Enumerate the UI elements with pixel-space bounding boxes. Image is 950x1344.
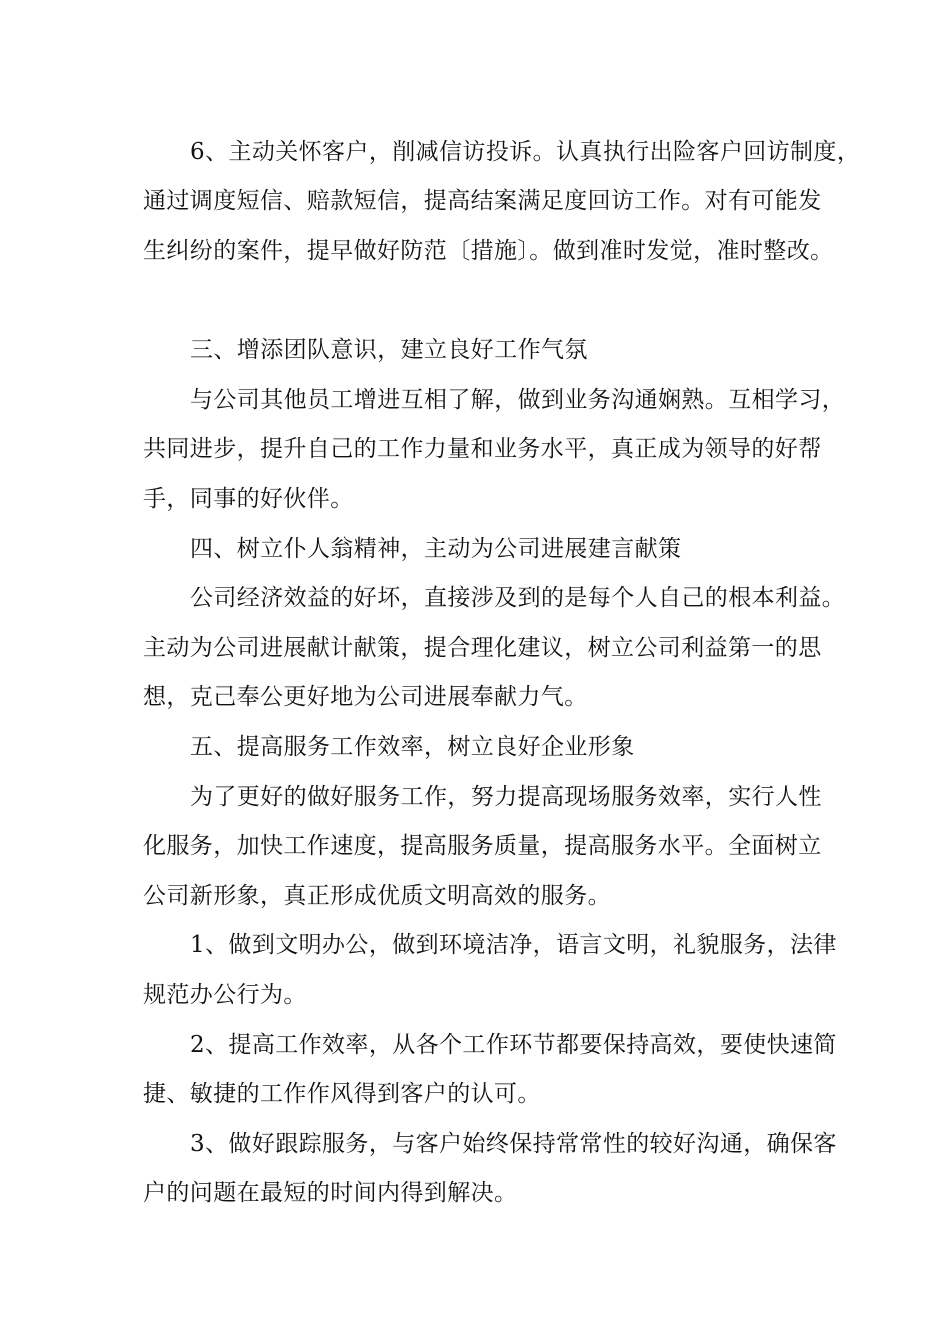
- paragraph-6-line-2: 通过调度短信、赔款短信，提高结案满足度回访工作。对有可能发: [143, 188, 822, 214]
- item-1-line-2: 规范办公行为。: [143, 982, 307, 1008]
- item-2-line-1: 2、提高工作效率，从各个工作环节都要保持高效，要使快速简: [190, 1032, 837, 1058]
- item-3-line-1: 3、做好跟踪服务，与客户始终保持常常性的较好沟通，确保客: [190, 1131, 837, 1157]
- section-4-line-2: 主动为公司进展献计献策，提合理化建议，树立公司利益第一的思: [143, 635, 822, 661]
- section-4-line-3: 想，克己奉公更好地为公司进展奉献力气。: [143, 684, 588, 710]
- section-3-line-3: 手，同事的好伙伴。: [143, 486, 354, 512]
- section-4-heading: 四、树立仆人翁精神，主动为公司进展建言献策: [190, 536, 682, 562]
- section-5-line-2: 化服务，加快工作速度，提高服务质量，提高服务水平。全面树立: [143, 833, 822, 859]
- paragraph-6-line-1: 6、主动关怀客户，削减信访投诉。认真执行出险客户回访制度，: [190, 139, 861, 165]
- section-3-line-1: 与公司其他员工增进互相了解，做到业务沟通娴熟。互相学习，: [190, 387, 846, 413]
- section-5-line-3: 公司新形象，真正形成优质文明高效的服务。: [143, 883, 611, 909]
- item-2-line-2: 捷、敏捷的工作作风得到客户的认可。: [143, 1081, 541, 1107]
- item-1-line-1: 1、做到文明办公，做到环境洁净，语言文明，礼貌服务，法律: [190, 932, 837, 958]
- section-3-heading: 三、增添团队意识，建立良好工作气氛: [190, 337, 588, 363]
- section-5-line-1: 为了更好的做好服务工作，努力提高现场服务效率，实行人性: [190, 784, 822, 810]
- section-3-line-2: 共同进步，提升自己的工作力量和业务水平，真正成为领导的好帮: [143, 436, 822, 462]
- item-3-line-2: 户的问题在最短的时间内得到解决。: [143, 1180, 518, 1206]
- section-4-line-1: 公司经济效益的好坏，直接涉及到的是每个人自己的根本利益。: [190, 585, 846, 611]
- section-5-heading: 五、提高服务工作效率，树立良好企业形象: [190, 734, 635, 760]
- paragraph-6-line-3: 生纠纷的案件，提早做好防范〔措施〕。做到准时发觉，准时整改。: [143, 238, 834, 264]
